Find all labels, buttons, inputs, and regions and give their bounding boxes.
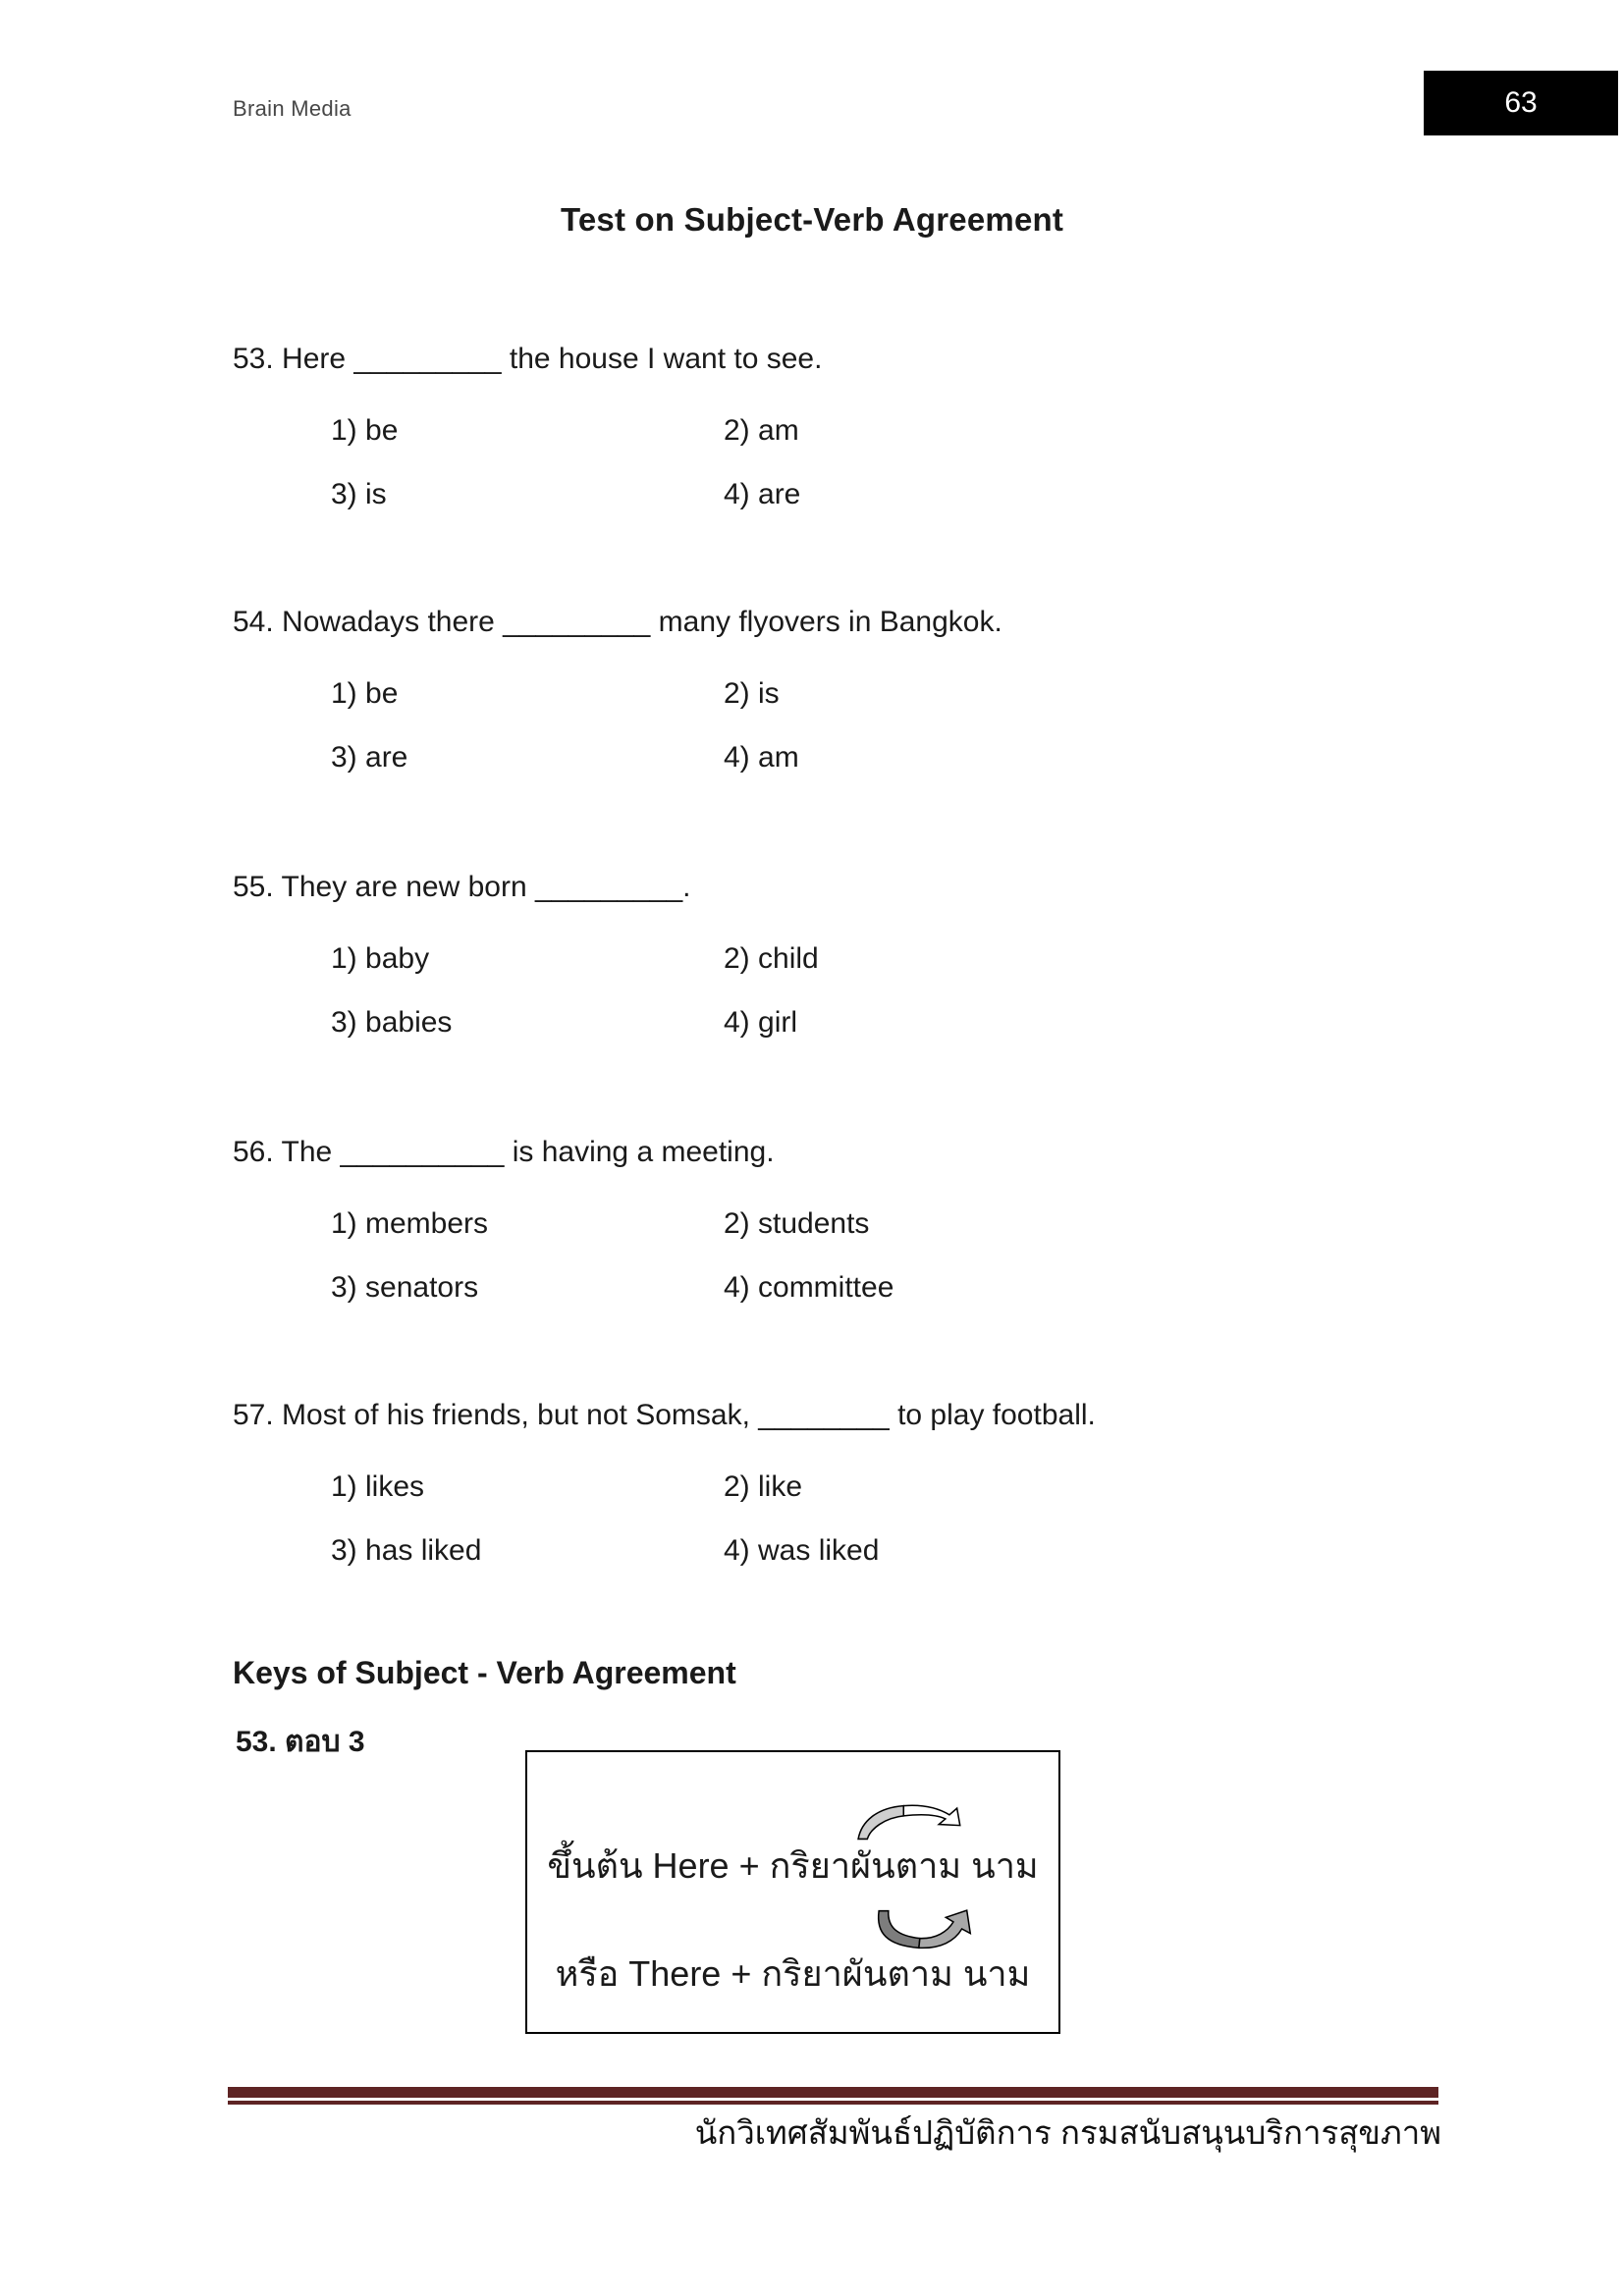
footer-rule	[228, 2087, 1438, 2105]
question-54-text: 54. Nowadays there _________ many flyovers in Bangkok.	[233, 606, 1002, 638]
footer-rule-thick-line	[228, 2087, 1438, 2098]
here-there-rule-box	[525, 1750, 1060, 2034]
answer-53: 53. ตอบ 3	[236, 1726, 365, 1758]
question-56	[233, 1132, 1545, 1308]
choice-55-4: 4) girl	[724, 1006, 798, 1039]
rule-line-here: ขึ้นต้น Here + กริยาผันตาม นาม	[547, 1845, 1039, 1886]
choice-56-1: 1) members	[331, 1207, 489, 1240]
choice-53-4: 4) are	[724, 478, 801, 510]
question-56-text: 56. The __________ is having a meeting.	[233, 1136, 775, 1168]
keys-heading: Keys of Subject - Verb Agreement	[233, 1655, 736, 1690]
choice-55-1: 1) baby	[331, 942, 430, 975]
question-54	[233, 602, 1545, 778]
choice-57-1: 1) likes	[331, 1470, 425, 1503]
choice-56-4: 4) committee	[724, 1271, 894, 1304]
question-53-text: 53. Here _________ the house I want to see.	[233, 343, 823, 375]
choice-53-1: 1) be	[331, 414, 399, 447]
question-55-choices	[331, 938, 1545, 1043]
question-53-choices	[331, 410, 1545, 515]
question-53	[233, 339, 1545, 515]
question-57-choices	[331, 1467, 1545, 1572]
question-57	[233, 1395, 1545, 1572]
footer-text: นักวิเทศสัมพันธ์ปฏิบัติการ กรมสนับสนุนบริการสุขภาพ	[694, 2114, 1441, 2151]
question-55-text: 55. They are new born _________.	[233, 871, 691, 903]
choice-57-4: 4) was liked	[724, 1534, 880, 1567]
question-56-choices	[331, 1203, 1545, 1308]
choice-56-3: 3) senators	[331, 1271, 479, 1304]
choice-57-2: 2) like	[724, 1470, 803, 1503]
brand-text: Brain Media	[233, 96, 352, 121]
page-number-box	[1424, 71, 1618, 135]
choice-54-2: 2) is	[724, 677, 780, 710]
rule-line-there: หรือ There + กริยาผันตาม นาม	[555, 1953, 1031, 1994]
footer-rule-thin-line	[228, 2101, 1438, 2105]
choice-54-1: 1) be	[331, 677, 399, 710]
curved-arrow-top-icon	[854, 1801, 970, 1842]
choice-54-4: 4) am	[724, 741, 799, 774]
choice-57-3: 3) has liked	[331, 1534, 482, 1567]
page-title: Test on Subject-Verb Agreement	[560, 201, 1064, 238]
choice-54-3: 3) are	[331, 741, 408, 774]
question-54-choices	[331, 673, 1545, 778]
choice-53-2: 2) am	[724, 414, 799, 447]
choice-53-3: 3) is	[331, 478, 387, 510]
choice-55-2: 2) child	[724, 942, 819, 975]
question-57-text: 57. Most of his friends, but not Somsak, ________ to play football.	[233, 1399, 1096, 1431]
choice-55-3: 3) babies	[331, 1006, 453, 1039]
choice-56-2: 2) students	[724, 1207, 870, 1240]
curved-arrow-bottom-icon	[871, 1907, 984, 1950]
question-55	[233, 867, 1545, 1043]
page-number: 63	[1504, 86, 1538, 119]
